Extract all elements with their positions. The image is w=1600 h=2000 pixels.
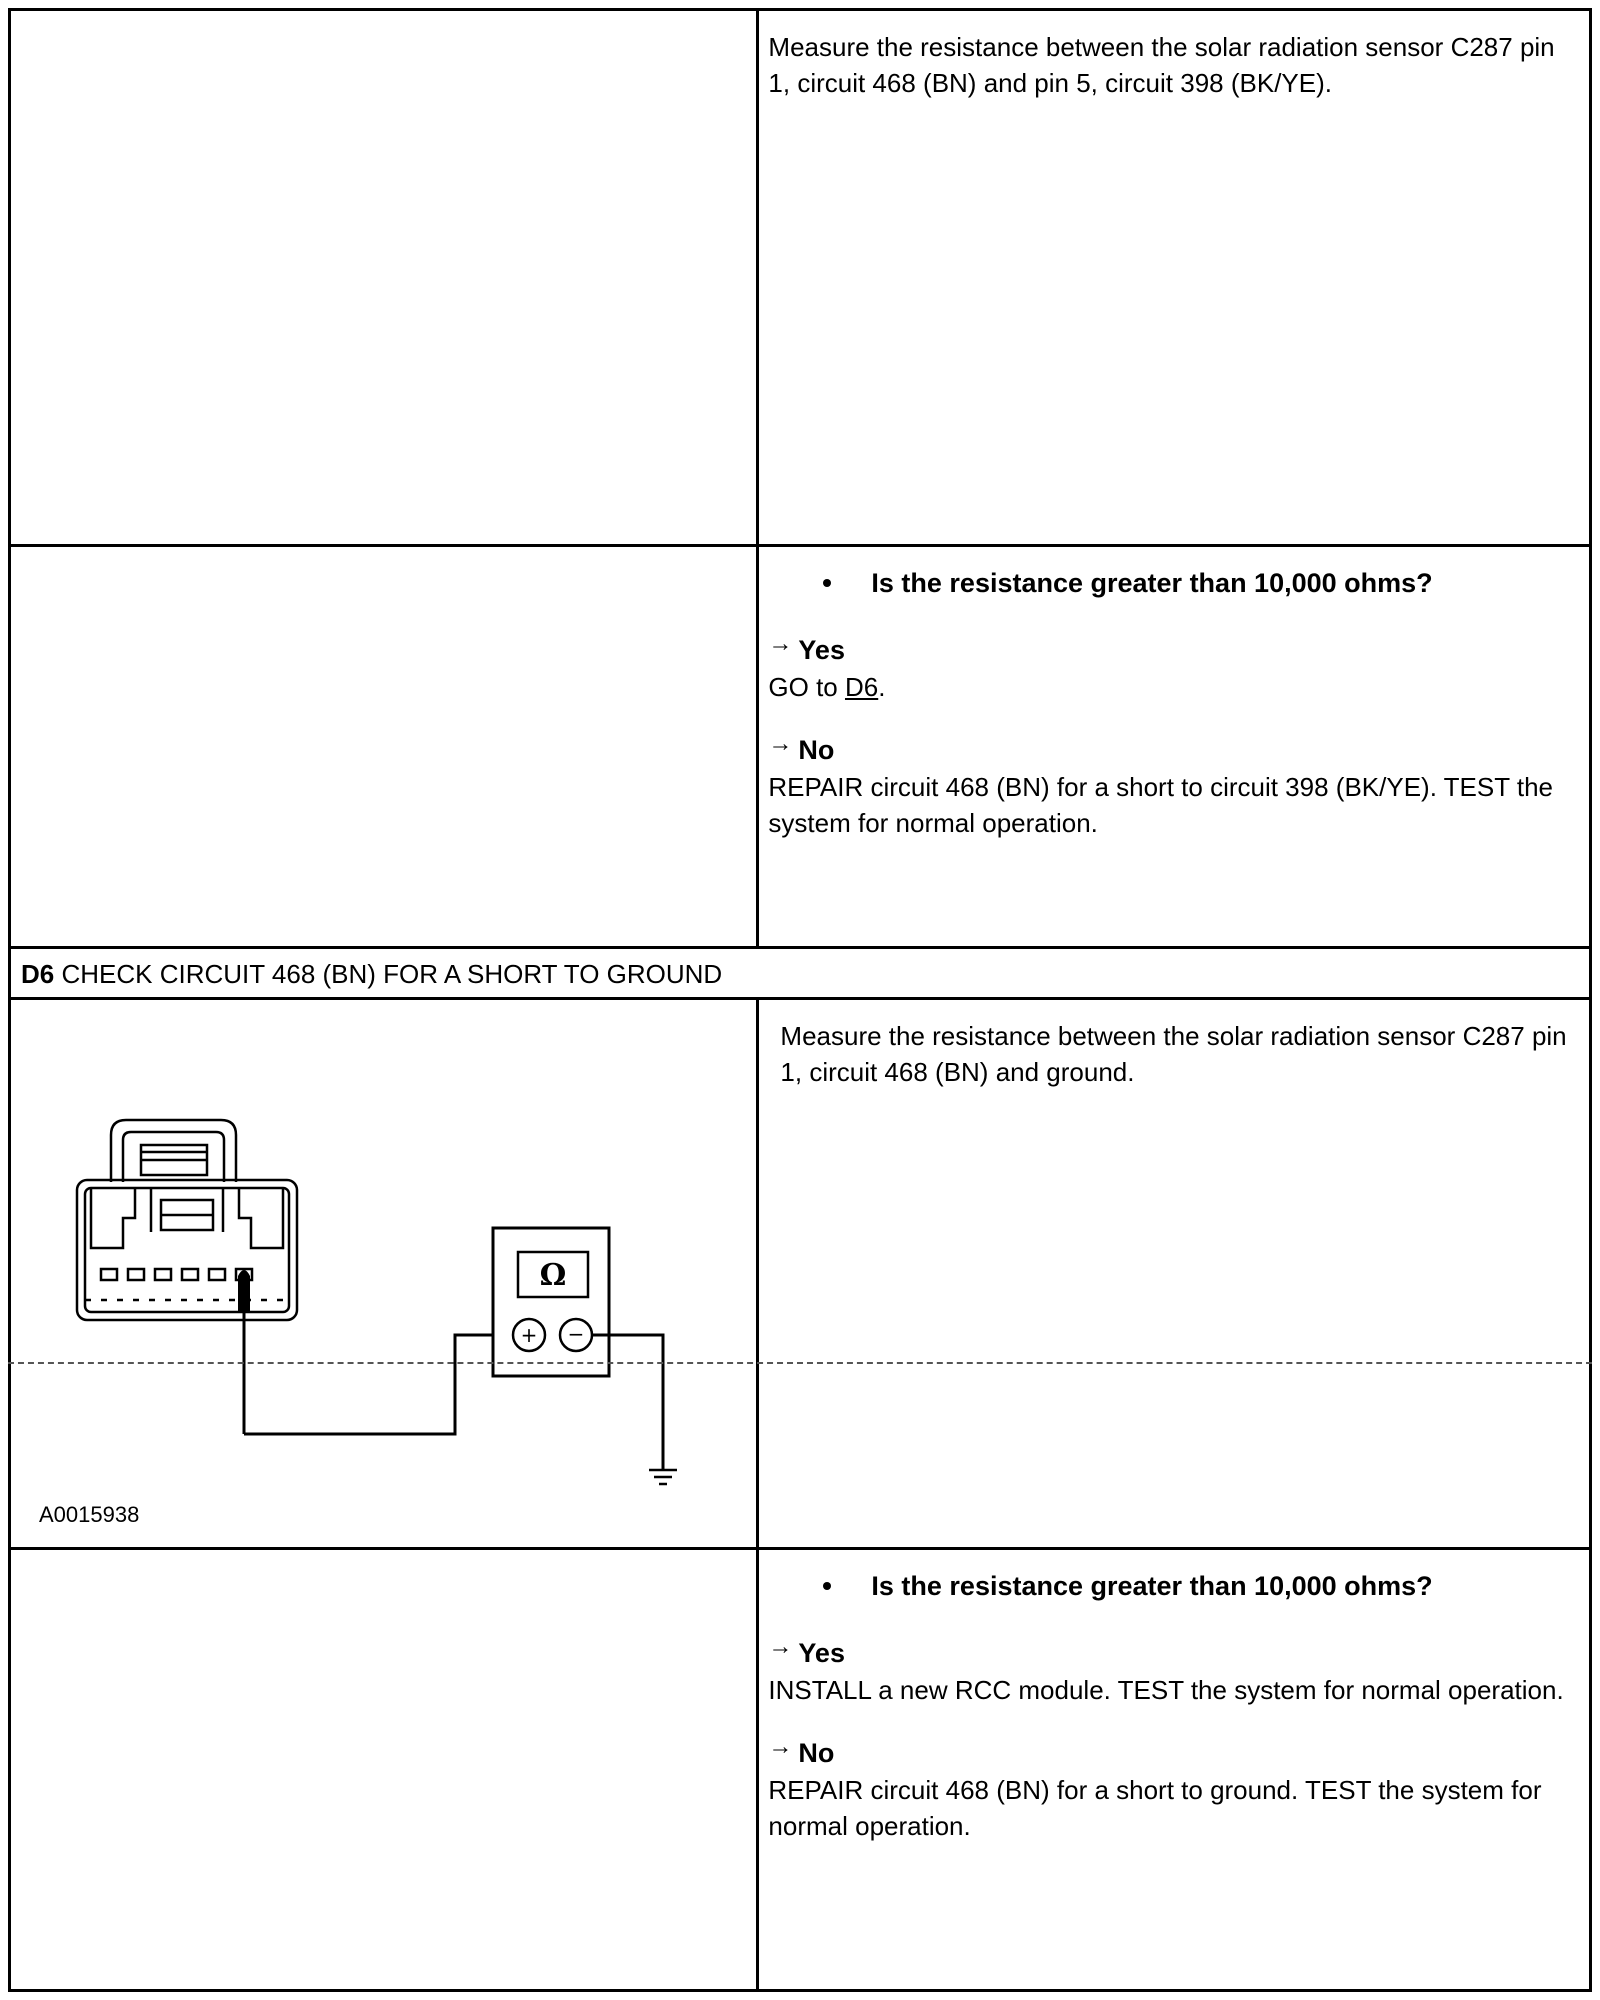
image-cell-empty-2 [10,546,758,948]
right-arrow-icon: → [768,1733,793,1760]
no-heading [768,1733,1579,1772]
answer-cell-1 [758,546,1591,948]
instruction-text: Measure the resistance between the solar radiation sensor C287 pin 1, circuit 468 (BN) and ground. [780,1021,1567,1087]
ohm-symbol: Ω [539,1258,567,1293]
right-arrow-icon: → [768,630,793,657]
bullet-icon [823,579,831,587]
step-title: CHECK CIRCUIT 468 (BN) FOR A SHORT TO GROUND [61,959,723,989]
question-text: Is the resistance greater than 10,000 ohms? [871,1571,1433,1601]
yes-heading [768,630,1579,669]
figure-cell [10,999,758,1549]
no-text: REPAIR circuit 468 (BN) for a short to ground. TEST the system for normal operation. [768,1775,1542,1841]
row-question-2 [10,1549,1591,1991]
yes-label: Yes [798,635,845,665]
yes-text [768,669,1579,705]
yes-label: Yes [798,1638,845,1668]
bullet-icon [823,1582,831,1590]
no-label: No [798,1738,835,1768]
no-text: REPAIR circuit 468 (BN) for a short to circuit 398 (BK/YE). TEST the system for normal operation. [768,772,1554,838]
yes-text-prefix: GO to [768,672,845,702]
yes-text: INSTALL a new RCC module. TEST the system for normal operation. [768,1675,1564,1705]
minus-terminal: − [567,1322,585,1346]
instruction-cell-2 [758,999,1591,1549]
page [8,8,1592,1992]
plus-terminal: + [520,1323,538,1347]
probe-icon [238,1270,250,1434]
ground-symbol-icon [649,1470,677,1484]
diagnostic-table [8,8,1592,1992]
answer-cell-2 [758,1549,1591,1991]
test-lead-plus [244,1335,492,1434]
image-cell-empty-4 [10,1549,758,1991]
connector-icon [77,1120,297,1320]
instruction-cell-1 [758,10,1591,546]
row-question-1 [10,546,1591,948]
step-id: D6 [21,959,55,989]
circuit-figure [11,1000,758,1547]
question-text: Is the resistance greater than 10,000 ohms? [871,568,1433,598]
go-to-d6-link[interactable]: D6 [844,672,879,702]
right-arrow-icon: → [768,1633,793,1660]
question-item [823,1568,1579,1604]
yes-text-suffix: . [878,672,886,702]
image-cell-empty-1 [10,10,758,546]
step-header [10,948,1591,999]
ohmmeter-icon [493,1228,609,1376]
no-heading [768,730,1579,769]
right-arrow-icon: → [768,730,793,757]
no-label: No [798,735,835,765]
step-header-row [10,948,1591,999]
figure-id: A0015938 [39,1502,140,1527]
question-item [823,565,1579,601]
row-measure-pin1-ground [10,999,1591,1549]
row-measure-pin1-pin5 [10,10,1591,546]
yes-heading [768,1633,1579,1672]
instruction-text: Measure the resistance between the solar radiation sensor C287 pin 1, circuit 468 (BN) and pin 5, circuit 398 (BK/YE). [768,32,1555,98]
